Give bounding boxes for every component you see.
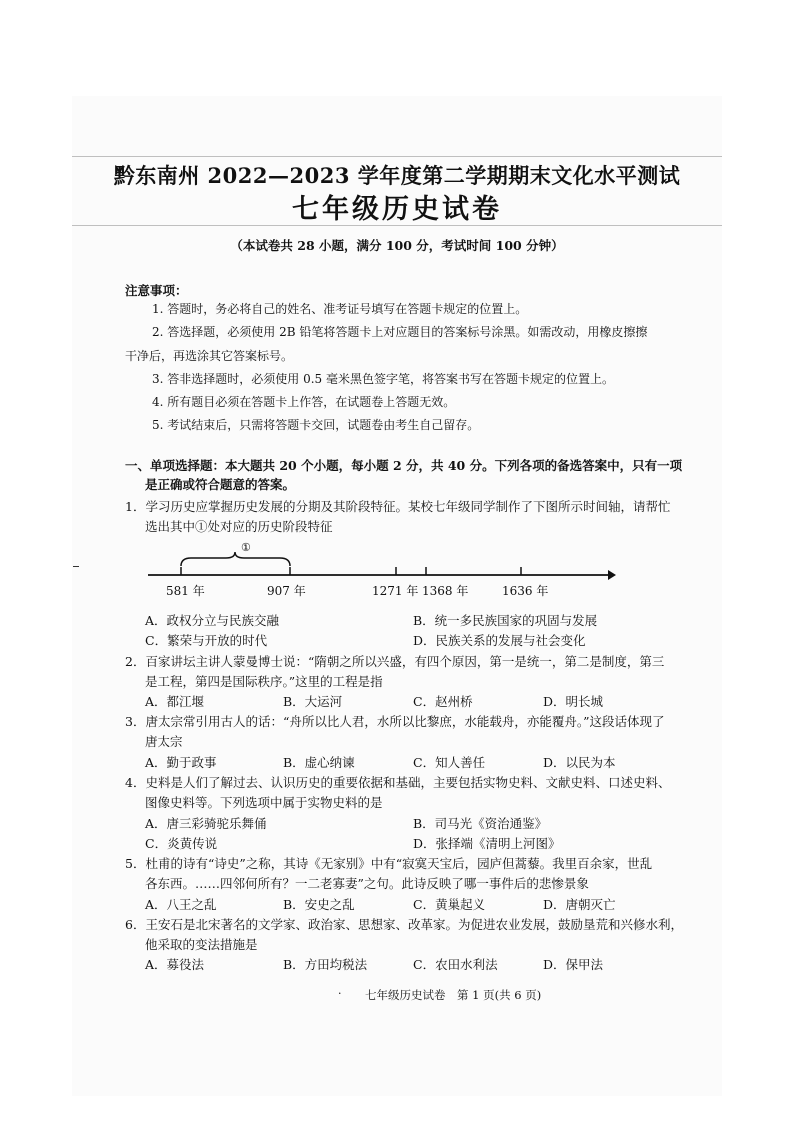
q4-option-c: C．炎黄传说 xyxy=(145,836,218,851)
question-2-stem: 2．百家讲坛主讲人蒙曼博士说：“隋朝之所以兴盛，有四个原因，第一是统一，第二是制度，第三 xyxy=(125,654,665,669)
question-6-stem: 6．王安石是北宋著名的文学家、政治家、思想家、改革家。为促进农业发展，鼓励垦荒和兴修水利， xyxy=(125,917,683,932)
footer-dot: · xyxy=(338,987,342,1000)
q2-option-d: D．明长城 xyxy=(543,694,604,709)
q1-option-c: C．繁荣与开放的时代 xyxy=(145,633,268,648)
page-footer: 七年级历史试卷 第 1 页(共 6 页) xyxy=(365,988,542,1002)
q5-option-b: B．安史之乱 xyxy=(283,897,355,912)
question-4-stem: 4．史料是人们了解过去、认识历史的重要依据和基础，主要包括实物史料、文献史料、口述史料、 xyxy=(125,775,671,790)
timeline-brace-label: ① xyxy=(241,541,251,554)
notice-item-3: 3. 答非选择题时，必须使用 0.5 毫米黑色签字笔，将答案书写在答题卡规定的位置上。 xyxy=(152,372,614,386)
q5-option-d: D．唐朝灭亡 xyxy=(543,897,616,912)
q5-option-a: A．八王之乱 xyxy=(145,897,217,912)
question-3-stem: 3．唐太宗常引用古人的话：“舟所以比人君，水所以比黎庶，水能载舟，亦能覆舟。”这段话体现了 xyxy=(125,714,665,729)
q4-option-d: D．张择端《清明上河图》 xyxy=(413,836,561,851)
q1-option-d: D．民族关系的发展与社会变化 xyxy=(413,633,586,648)
exam-title-line2: 七年级历史试卷 xyxy=(292,194,502,225)
q3-option-d: D．以民为本 xyxy=(543,755,616,770)
q4-option-a: A．唐三彩骑驼乐舞俑 xyxy=(145,816,267,831)
q4-option-b: B．司马光《资治通鉴》 xyxy=(413,816,548,831)
question-5-stem: 5．杜甫的诗有“诗史”之称，其诗《无家别》中有“寂寞天宝后，园庐但蒿藜。我里百余家，世乱 xyxy=(125,856,653,871)
tick-label-581: 581 年 xyxy=(166,584,205,598)
notice-item-2-cont: 干净后，再选涂其它答案标号。 xyxy=(125,349,294,363)
q1-option-b: B．统一多民族国家的巩固与发展 xyxy=(413,613,598,628)
section1-heading: 一、单项选择题：本大题共 20 个小题，每小题 2 分，共 40 分。下列各项的备选答案中，只有一项 xyxy=(125,458,683,473)
q3-option-b: B．虚心纳谏 xyxy=(283,755,355,770)
notice-item-2: 2. 答选择题，必须使用 2B 铅笔将答题卡上对应题目的答案标号涂黑。如需改动，用橡皮擦擦 xyxy=(152,325,648,339)
q6-option-d: D．保甲法 xyxy=(543,957,604,972)
q2-option-a: A．都江堰 xyxy=(145,694,205,709)
q2-option-b: B．大运河 xyxy=(283,694,343,709)
question-6-stem-cont: 他采取的变法措施是 xyxy=(145,937,258,952)
tick-label-1271: 1271 年 xyxy=(372,584,419,598)
q6-option-b: B．方田均税法 xyxy=(283,957,368,972)
timeline-graphic xyxy=(138,536,618,586)
q3-option-c: C．知人善任 xyxy=(413,755,486,770)
tick-label-1368: 1368 年 xyxy=(422,584,469,598)
tick-label-1636: 1636 年 xyxy=(502,584,549,598)
q6-option-c: C．农田水利法 xyxy=(413,957,498,972)
section1-heading-cont: 是正确或符合题意的答案。 xyxy=(145,477,296,492)
question-2-stem-cont: 是工程，第四是国际秩序。”这里的工程是指 xyxy=(145,674,383,689)
question-3-stem-cont: 唐太宗 xyxy=(145,734,183,749)
question-4-stem-cont: 图像史料等。下列选项中属于实物史料的是 xyxy=(145,795,383,810)
exam-title-line1: 黔东南州 2022—2023 学年度第二学期期末文化水平测试 xyxy=(113,163,681,188)
notice-heading: 注意事项： xyxy=(125,283,188,298)
timeline-arrow xyxy=(608,570,616,580)
q5-option-c: C．黄巢起义 xyxy=(413,897,486,912)
margin-mark xyxy=(73,566,79,567)
notice-item-5: 5. 考试结束后，只需将答题卡交回，试题卷由考生自己留存。 xyxy=(152,418,480,432)
question-1-stem: 1．学习历史应掌握历史发展的分期及其阶段特征。某校七年级同学制作了下图所示时间轴，请帮忙 xyxy=(125,499,671,514)
q1-option-a: A．政权分立与民族交融 xyxy=(145,613,280,628)
exam-subtitle: （本试卷共 28 小题，满分 100 分，考试时间 100 分钟） xyxy=(230,238,564,253)
top-divider xyxy=(72,156,722,157)
question-1-stem-cont: 选出其中①处对应的历史阶段特征 xyxy=(145,519,333,534)
q6-option-a: A．募役法 xyxy=(145,957,205,972)
q3-option-a: A．勤于政事 xyxy=(145,755,217,770)
q2-option-c: C．赵州桥 xyxy=(413,694,473,709)
notice-item-1: 1. 答题时，务必将自己的姓名、准考证号填写在答题卡规定的位置上。 xyxy=(152,302,528,316)
tick-label-907: 907 年 xyxy=(267,584,306,598)
notice-item-4: 4. 所有题目必须在答题卡上作答，在试题卷上答题无效。 xyxy=(152,395,456,409)
timeline-brace xyxy=(181,552,290,566)
question-5-stem-cont: 各东西。……四邻何所有？一二老寡妻”之句。此诗反映了哪一事件后的悲惨景象 xyxy=(145,876,589,891)
